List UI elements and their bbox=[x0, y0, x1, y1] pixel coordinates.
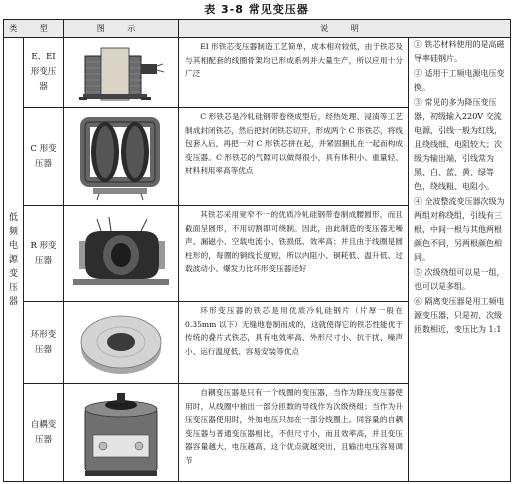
note-6: ⑥ 隔离变压器是用工频电源变压器，只是初、次级匝数相近，变压比为 1:1 bbox=[414, 297, 505, 334]
note-2: ② 适用于工频电源电压变换。 bbox=[414, 69, 505, 92]
toroidal-transformer-image bbox=[64, 302, 179, 384]
type-name-toroidal: 环形变压器 bbox=[24, 302, 64, 384]
type-name-c: C 形变压器 bbox=[24, 108, 64, 206]
description-r: 其铁芯采用宽窄不一的优质冷轧硅钢带卷制成腰圆形，而且截面呈圆形，不用切割即可绕制。因此，由此制造的变压器无噪声、漏磁小、空载电流小、铁损低、效率高；并且由于线圈是圆柱形的，每圈的铜线长度短，所以内阻小、铜耗低、温升低、过载波动小、爆发力比环形变压器还好 bbox=[179, 206, 409, 302]
note-3: ③ 常见的多为降压变压器，初级输入220V 交流电源，引线一般为红线，且绕线细、电阻较大；次级为输出端，引线常为黑、白、蓝、黄、绿等色，绕线粗、电阻小。 bbox=[414, 98, 503, 191]
note-4: ④ 全波整流变压器次级为两组对称绕组，引线有三根，中间一根与其他两根颜色不同，另两根颜色相同。 bbox=[414, 197, 505, 262]
ei-transformer-image bbox=[64, 38, 179, 108]
category-cell: 低频电源变压器 bbox=[4, 38, 24, 482]
header-description: 说 明 bbox=[179, 20, 511, 38]
table-title: 表 3-8 常见变压器 bbox=[204, 3, 309, 16]
description-toroidal: 环形变压器的铁芯是用优质冷轧硅钢片（片厚一般在 0.35mm 以下）无缝地卷制而成的，这就使得它的铁芯性能优于传统的叠片式铁芯，具有电效率高、外形尺寸小、抗干扰、噪声小、运行温度低、容易安装等优点 bbox=[179, 302, 409, 384]
c-transformer-image bbox=[64, 108, 179, 206]
note-5: ⑤ 次级绕组可以是一组，也可以是多组。 bbox=[414, 268, 505, 291]
header-image: 图 示 bbox=[64, 20, 179, 38]
r-transformer-image bbox=[64, 206, 179, 302]
type-name-r: R 形变压器 bbox=[24, 206, 64, 302]
type-name-auto: 自耦变压器 bbox=[24, 384, 64, 482]
description-ei: EI 形铁芯变压器制造工艺简单，成本相对较低，由于铁芯及与其相配套的线圈骨架均已形成系列并大量生产，所以应用十分广泛 bbox=[179, 38, 409, 108]
notes-cell bbox=[409, 38, 511, 482]
transformer-table bbox=[3, 19, 511, 482]
autotransformer-image bbox=[64, 384, 179, 482]
header-type: 类 型 bbox=[4, 20, 64, 38]
description-auto: 自耦变压器是只有一个线圈的变压器，当作为降压变压器使用时，从线圈中抽出一部分匝数的导线作为次级绕组；当作为升压变压器使用时，外加电压只加在一部分线圈上。同容量的自耦变压器与普通变压器相比，不但尺寸小，而且效率高，并且变压器容量越大，电压越高，这个优点就越突出，且输出电压容易调节 bbox=[179, 384, 409, 482]
note-1: ① 铁芯材料使用的是高磁导率硅钢片。 bbox=[414, 40, 505, 63]
type-name-ei: E、EI形变压器 bbox=[24, 38, 64, 108]
description-c: C 形铁芯是冷轧硅钢带卷绕成型后，经热处理、浸渍等工艺制成封闭铁芯，然后把封闭铁芯切开，形成两个 C 形铁芯，将线包套入后，再把一对 C 形铁芯拼在起，并紧固捆扎在一起而构成变压器。C 形铁芯的气隙可以做得很小，具有体积小、重量轻、材料利用率高等优点 bbox=[179, 108, 409, 206]
